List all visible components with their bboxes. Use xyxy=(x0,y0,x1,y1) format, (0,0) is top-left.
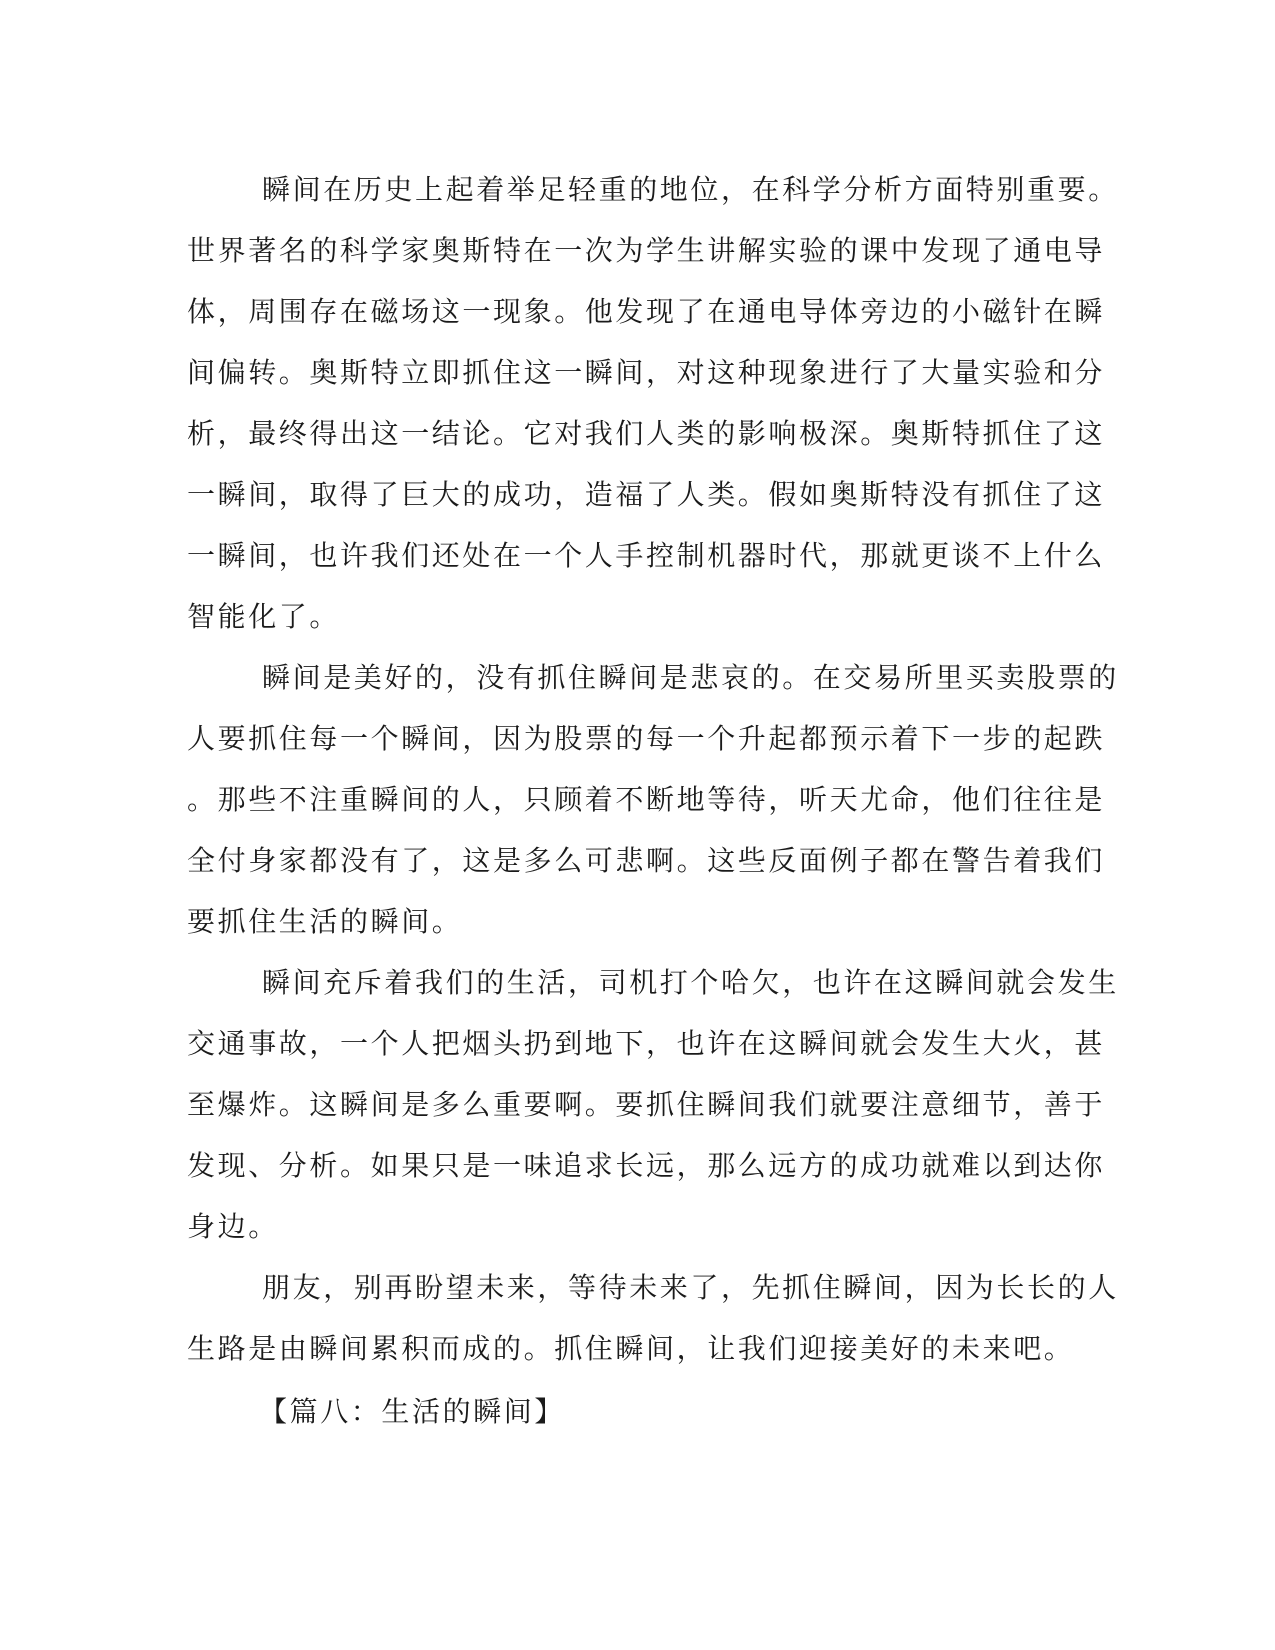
paragraph-line: 瞬间在历史上起着举足轻重的地位，在科学分析方面特别重要。 xyxy=(262,173,1119,206)
paragraph-line: 至爆炸。这瞬间是多么重要啊。要抓住瞬间我们就要注意细节，善于 xyxy=(187,1088,1106,1121)
paragraph-line: 。那些不注重瞬间的人，只顾着不断地等待，听天尤命，他们往往是 xyxy=(187,783,1106,816)
paragraph-line: 瞬间充斥着我们的生活，司机打个哈欠，也许在这瞬间就会发生 xyxy=(262,966,1119,999)
paragraph-line: 间偏转。奥斯特立即抓住这一瞬间，对这种现象进行了大量实验和分 xyxy=(187,356,1106,389)
paragraph-2 xyxy=(187,647,1119,952)
paragraph-line: 体，周围存在磁场这一现象。他发现了在通电导体旁边的小磁针在瞬 xyxy=(187,295,1106,328)
paragraph-line: 全付身家都没有了，这是多么可悲啊。这些反面例子都在警告着我们 xyxy=(187,844,1106,877)
paragraph-line: 身边。 xyxy=(187,1210,279,1243)
paragraph-line: 发现、分析。如果只是一味追求长远，那么远方的成功就难以到达你 xyxy=(187,1149,1106,1182)
paragraph-line: 一瞬间，也许我们还处在一个人手控制机器时代，那就更谈不上什么 xyxy=(187,539,1106,572)
paragraph-line: 析，最终得出这一结论。它对我们人类的影响极深。奥斯特抓住了这 xyxy=(187,417,1106,450)
paragraph-line: 朋友，别再盼望未来，等待未来了，先抓住瞬间，因为长长的人 xyxy=(262,1271,1119,1304)
paragraph-line: 一瞬间，取得了巨大的成功，造福了人类。假如奥斯特没有抓住了这 xyxy=(187,478,1106,511)
paragraph-3 xyxy=(187,952,1119,1257)
paragraph-1 xyxy=(187,159,1119,647)
paragraph-line: 瞬间是美好的，没有抓住瞬间是悲哀的。在交易所里买卖股票的 xyxy=(262,661,1119,694)
paragraph-line: 要抓住生活的瞬间。 xyxy=(187,905,463,938)
paragraph-line: 世界著名的科学家奥斯特在一次为学生讲解实验的课中发现了通电导 xyxy=(187,234,1106,267)
paragraph-line: 生路是由瞬间累积而成的。抓住瞬间，让我们迎接美好的未来吧。 xyxy=(187,1332,1075,1365)
paragraph-4 xyxy=(187,1257,1119,1379)
document-body xyxy=(187,159,1119,1442)
paragraph-line: 交通事故，一个人把烟头扔到地下，也许在这瞬间就会发生大火，甚 xyxy=(187,1027,1106,1060)
paragraph-line: 智能化了。 xyxy=(187,600,341,633)
paragraph-line: 人要抓住每一个瞬间，因为股票的每一个升起都预示着下一步的起跌 xyxy=(187,722,1106,755)
section-heading: 【篇八：生活的瞬间】 xyxy=(259,1395,566,1428)
